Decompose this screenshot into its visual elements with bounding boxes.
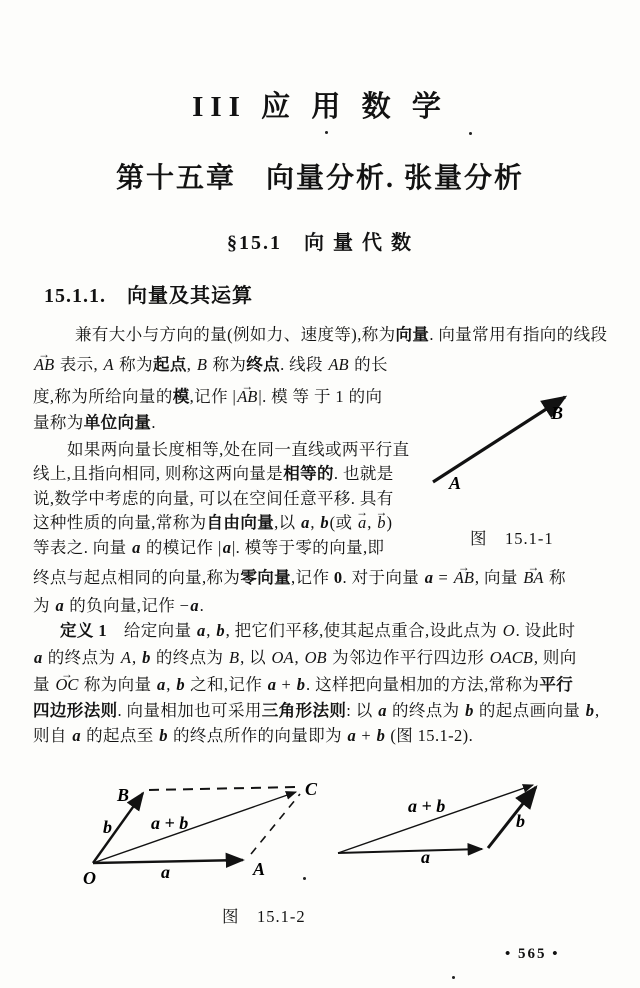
parallelogram-right-edge — [251, 794, 300, 854]
body-text-line: 终点与起点相同的向量,称为零向量,记作 0. 对于向量 a = AB →, 向量 BA → 称 — [33, 569, 566, 588]
body-text-line: 兼有大小与方向的量(例如力、速度等),称为向量. 向量常用有指向的线段 — [75, 325, 608, 344]
scan-speck — [325, 131, 328, 134]
section-title: §15.1 向 量 代 数 — [227, 232, 413, 254]
vector-b-label: b — [103, 817, 112, 837]
figure-15-1-2-caption: 图 15.1-2 — [222, 907, 306, 926]
definition-text-line: 四边形法则. 向量相加也可采用三角形法则: 以 a 的终点为 b 的起点画向量 b, — [33, 701, 600, 720]
figure-15-1-1 — [425, 385, 595, 495]
vector-b-line — [488, 787, 536, 848]
figure-15-1-2 — [55, 763, 595, 895]
scan-speck — [303, 877, 306, 880]
vector-sum-label: a + b — [408, 796, 446, 816]
vector-ab-diagram — [425, 385, 595, 495]
body-text-line: 线上,且指向相同, 则称这两向量是相等的. 也就是 — [33, 464, 394, 483]
vector-a-label: a — [161, 862, 170, 882]
parallelogram-top-edge — [149, 787, 298, 790]
page-number: • 565 • — [505, 946, 560, 962]
body-text-line: 量称为单位向量. — [33, 413, 156, 432]
vector-b-label: b — [516, 811, 525, 831]
point-label-b: B — [117, 785, 130, 805]
body-text-line: 如果两向量长度相等,处在同一直线或两平行直 — [67, 440, 410, 459]
scan-speck — [469, 132, 472, 135]
definition-text-line: 则自 a 的起点至 b 的终点所作的向量即为 a + b (图 15.1-2). — [33, 726, 474, 745]
chapter-title: 第十五章 向量分析. 张量分析 — [115, 163, 524, 194]
definition-text-line: 定义 1 给定向量 a, b, 把它们平移,使其起点重合,设此点为 O. 设此时 — [60, 621, 576, 640]
body-text-line: 说,数学中考虑的向量, 可以在空间任意平移. 具有 — [33, 489, 394, 508]
vector-sum-label: a + b — [151, 813, 189, 833]
scan-speck — [452, 976, 455, 979]
body-text-line: AB → 表示, A 称为起点, B 称为终点. 线段 AB 的长 — [33, 356, 388, 375]
body-text-line: 这种性质的向量,常称为自由向量,以 a, b(或 a →, b →) — [33, 514, 392, 533]
vector-ab-line — [433, 397, 565, 482]
definition-text-line: 量 OC → 称为向量 a, b 之和,记作 a + b. 这样把向量相加的方法,常称为平行 — [33, 676, 573, 695]
vector-a-line — [338, 849, 482, 853]
point-label-c: C — [305, 779, 318, 799]
figure-15-1-1-caption: 图 15.1-1 — [470, 529, 554, 548]
definition-text-line: a 的终点为 A, b 的终点为 B, 以 OA, OB 为邻边作平行四边形 OACB, 则向 — [34, 648, 577, 667]
body-text-line: 度,称为所给向量的模,记作 |AB →|. 模 等 于 1 的向 — [33, 388, 382, 407]
subsection-title: 15.1.1. 向量及其运算 — [44, 285, 253, 307]
point-label-b: B — [551, 403, 564, 423]
vector-addition-diagrams — [55, 763, 595, 895]
vector-a-label: a — [421, 847, 430, 867]
point-label-a: A — [449, 473, 462, 493]
body-text-line: 等表之. 向量 a 的模记作 |a|. 模等于零的向量,即 — [33, 538, 385, 557]
part-title: III 应 用 数 学 — [192, 91, 448, 123]
body-text-line: 为 a 的负向量,记作 −a. — [33, 596, 205, 615]
point-label-o: O — [83, 868, 96, 888]
point-label-a: A — [253, 859, 266, 879]
